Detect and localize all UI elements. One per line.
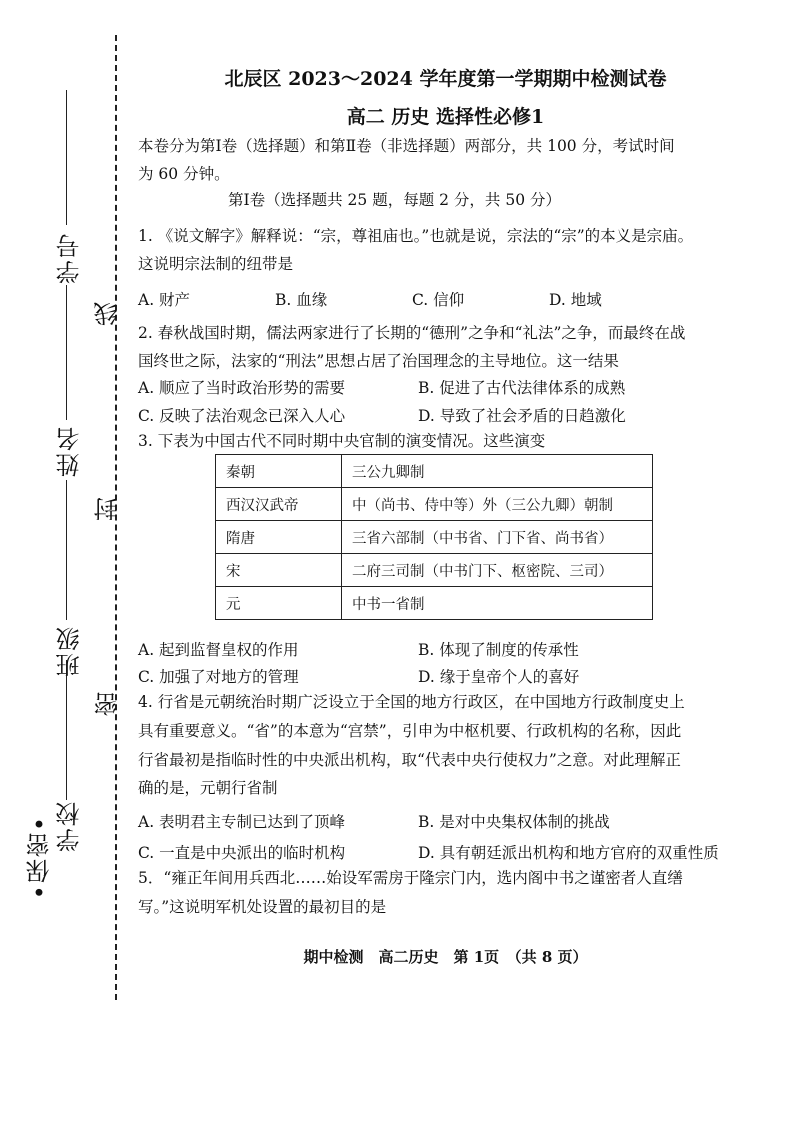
- q3-options-row-1: [138, 638, 753, 660]
- q4-options-row-2: [138, 841, 753, 863]
- seal-xian-label: 线: [94, 300, 122, 326]
- intro-line-1: 本卷分为第Ⅰ卷（选择题）和第Ⅱ卷（非选择题）两部分，共 100 分，考试时间: [138, 137, 675, 155]
- q3-options-row-2: [138, 665, 753, 687]
- q2-option-c: C. 反映了法治观念已深入人心: [138, 407, 346, 425]
- seal-feng-label: 封: [94, 495, 122, 521]
- q4-option-d: D. 具有朝廷派出机构和地方官府的双重性质: [418, 844, 719, 862]
- intro-line-2: 为 60 分钟。: [138, 165, 230, 183]
- page-footer: 期中检测 高二历史 第 1页 （共 8 页）: [303, 948, 588, 966]
- q1-option-d: D. 地域: [549, 291, 602, 309]
- table-cell-system: 中书一省制: [342, 587, 653, 620]
- q2-option-a: A. 顺应了当时政治形势的需要: [138, 379, 346, 397]
- q1-option-a: A. 财产: [138, 291, 191, 309]
- q1-options: [138, 288, 753, 310]
- q5-stem-line-1: 5．“雍正年间用兵西北……始设军需房于隆宗门内，选内阁中书之谨密者人直缮: [138, 869, 683, 887]
- q4-stem-line-1: 4. 行省是元朝统治时期广泛设立于全国的地方行政区，在中国地方行政制度史上: [138, 693, 685, 711]
- q4-options-row-1: [138, 810, 753, 832]
- q3-option-c: C. 加强了对地方的管理: [138, 668, 299, 686]
- student-no-label: 学号: [56, 232, 84, 284]
- table-cell-period: 隋唐: [216, 521, 342, 554]
- table-cell-system: 二府三司制（中书门下、枢密院、三司）: [342, 554, 653, 587]
- q4-stem-line-4: 确的是，元朝行省制: [138, 779, 278, 797]
- table-cell-period: 宋: [216, 554, 342, 587]
- q2-option-d: D. 导致了社会矛盾的日趋激化: [418, 407, 626, 425]
- name-label: 姓名: [56, 425, 84, 477]
- q2-options-row-2: [138, 404, 753, 426]
- school-blank: [66, 660, 67, 800]
- student-no-blank: [66, 90, 67, 225]
- q2-options-row-1: [138, 376, 753, 398]
- table-cell-period: 元: [216, 587, 342, 620]
- q4-option-a: A. 表明君主专制已达到了顶峰: [138, 813, 346, 831]
- q1-stem-line-1: 1. 《说文解字》解释说：“宗，尊祖庙也。”也就是说，宗法的“宗”的本义是宗庙。: [138, 227, 694, 245]
- q4-stem-line-2: 具有重要意义。“省”的本意为“宫禁”，引申为中枢机要、行政机构的名称，因此: [138, 722, 682, 740]
- q2-stem-line-1: 2. 春秋战国时期，儒法两家进行了长期的“德刑”之争和“礼法”之争，而最终在战: [138, 324, 686, 342]
- table-row: [216, 587, 653, 620]
- table-cell-system: 三公九卿制: [342, 455, 653, 488]
- seal-mi-label: 密: [94, 690, 122, 716]
- q1-option-c: C. 信仰: [412, 291, 465, 309]
- q2-option-b: B. 促进了古代法律体系的成熟: [418, 379, 626, 397]
- table-row: [216, 488, 653, 521]
- table-cell-period: 秦朝: [216, 455, 342, 488]
- q2-stem-line-2: 国终世之际，法家的“刑法”思想占居了治国理念的主导地位。这一结果: [138, 352, 619, 370]
- q4-stem-line-3: 行省最初是指临时性的中央派出机构，取“代表中央行使权力”之意。对此理解正: [138, 751, 681, 769]
- name-blank: [66, 285, 67, 420]
- q1-option-b: B. 血缘: [275, 291, 328, 309]
- class-blank: [66, 480, 67, 620]
- section-heading: 第Ⅰ卷（选择题共 25 题，每题 2 分，共 50 分）: [228, 191, 561, 209]
- class-label: 班级: [56, 625, 84, 677]
- exam-subtitle: 高二 历史 选择性必修1: [346, 106, 545, 128]
- q3-stem-line-1: 3. 下表为中国古代不同时期中央官制的演变情况。这些演变: [138, 432, 546, 450]
- q4-option-c: C. 一直是中央派出的临时机构: [138, 844, 346, 862]
- q3-option-a: A. 起到监督皇权的作用: [138, 641, 299, 659]
- table-row: [216, 455, 653, 488]
- table-cell-period: 西汉汉武帝: [216, 488, 342, 521]
- q5-stem-line-2: 写。”这说明军机处设置的最初目的是: [138, 898, 387, 916]
- table-cell-system: 中（尚书、侍中等）外（三公九卿）朝制: [342, 488, 653, 521]
- table-row: [216, 521, 653, 554]
- exam-title: 北辰区 2023～2024 学年度第一学期期中检测试卷: [224, 68, 667, 90]
- q3-option-d: D. 缘于皇帝个人的喜好: [418, 668, 580, 686]
- table-cell-system: 三省六部制（中书省、门下省、尚书省）: [342, 521, 653, 554]
- q1-stem-line-2: 这说明宗法制的纽带是: [138, 255, 294, 273]
- q4-option-b: B. 是对中央集权体制的挑战: [418, 813, 610, 831]
- confidential-label: •保密•: [26, 815, 54, 900]
- q3-option-b: B. 体现了制度的传承性: [418, 641, 579, 659]
- table-row: [216, 554, 653, 587]
- central-official-system-table: [215, 454, 653, 620]
- school-label: 学校: [56, 800, 84, 852]
